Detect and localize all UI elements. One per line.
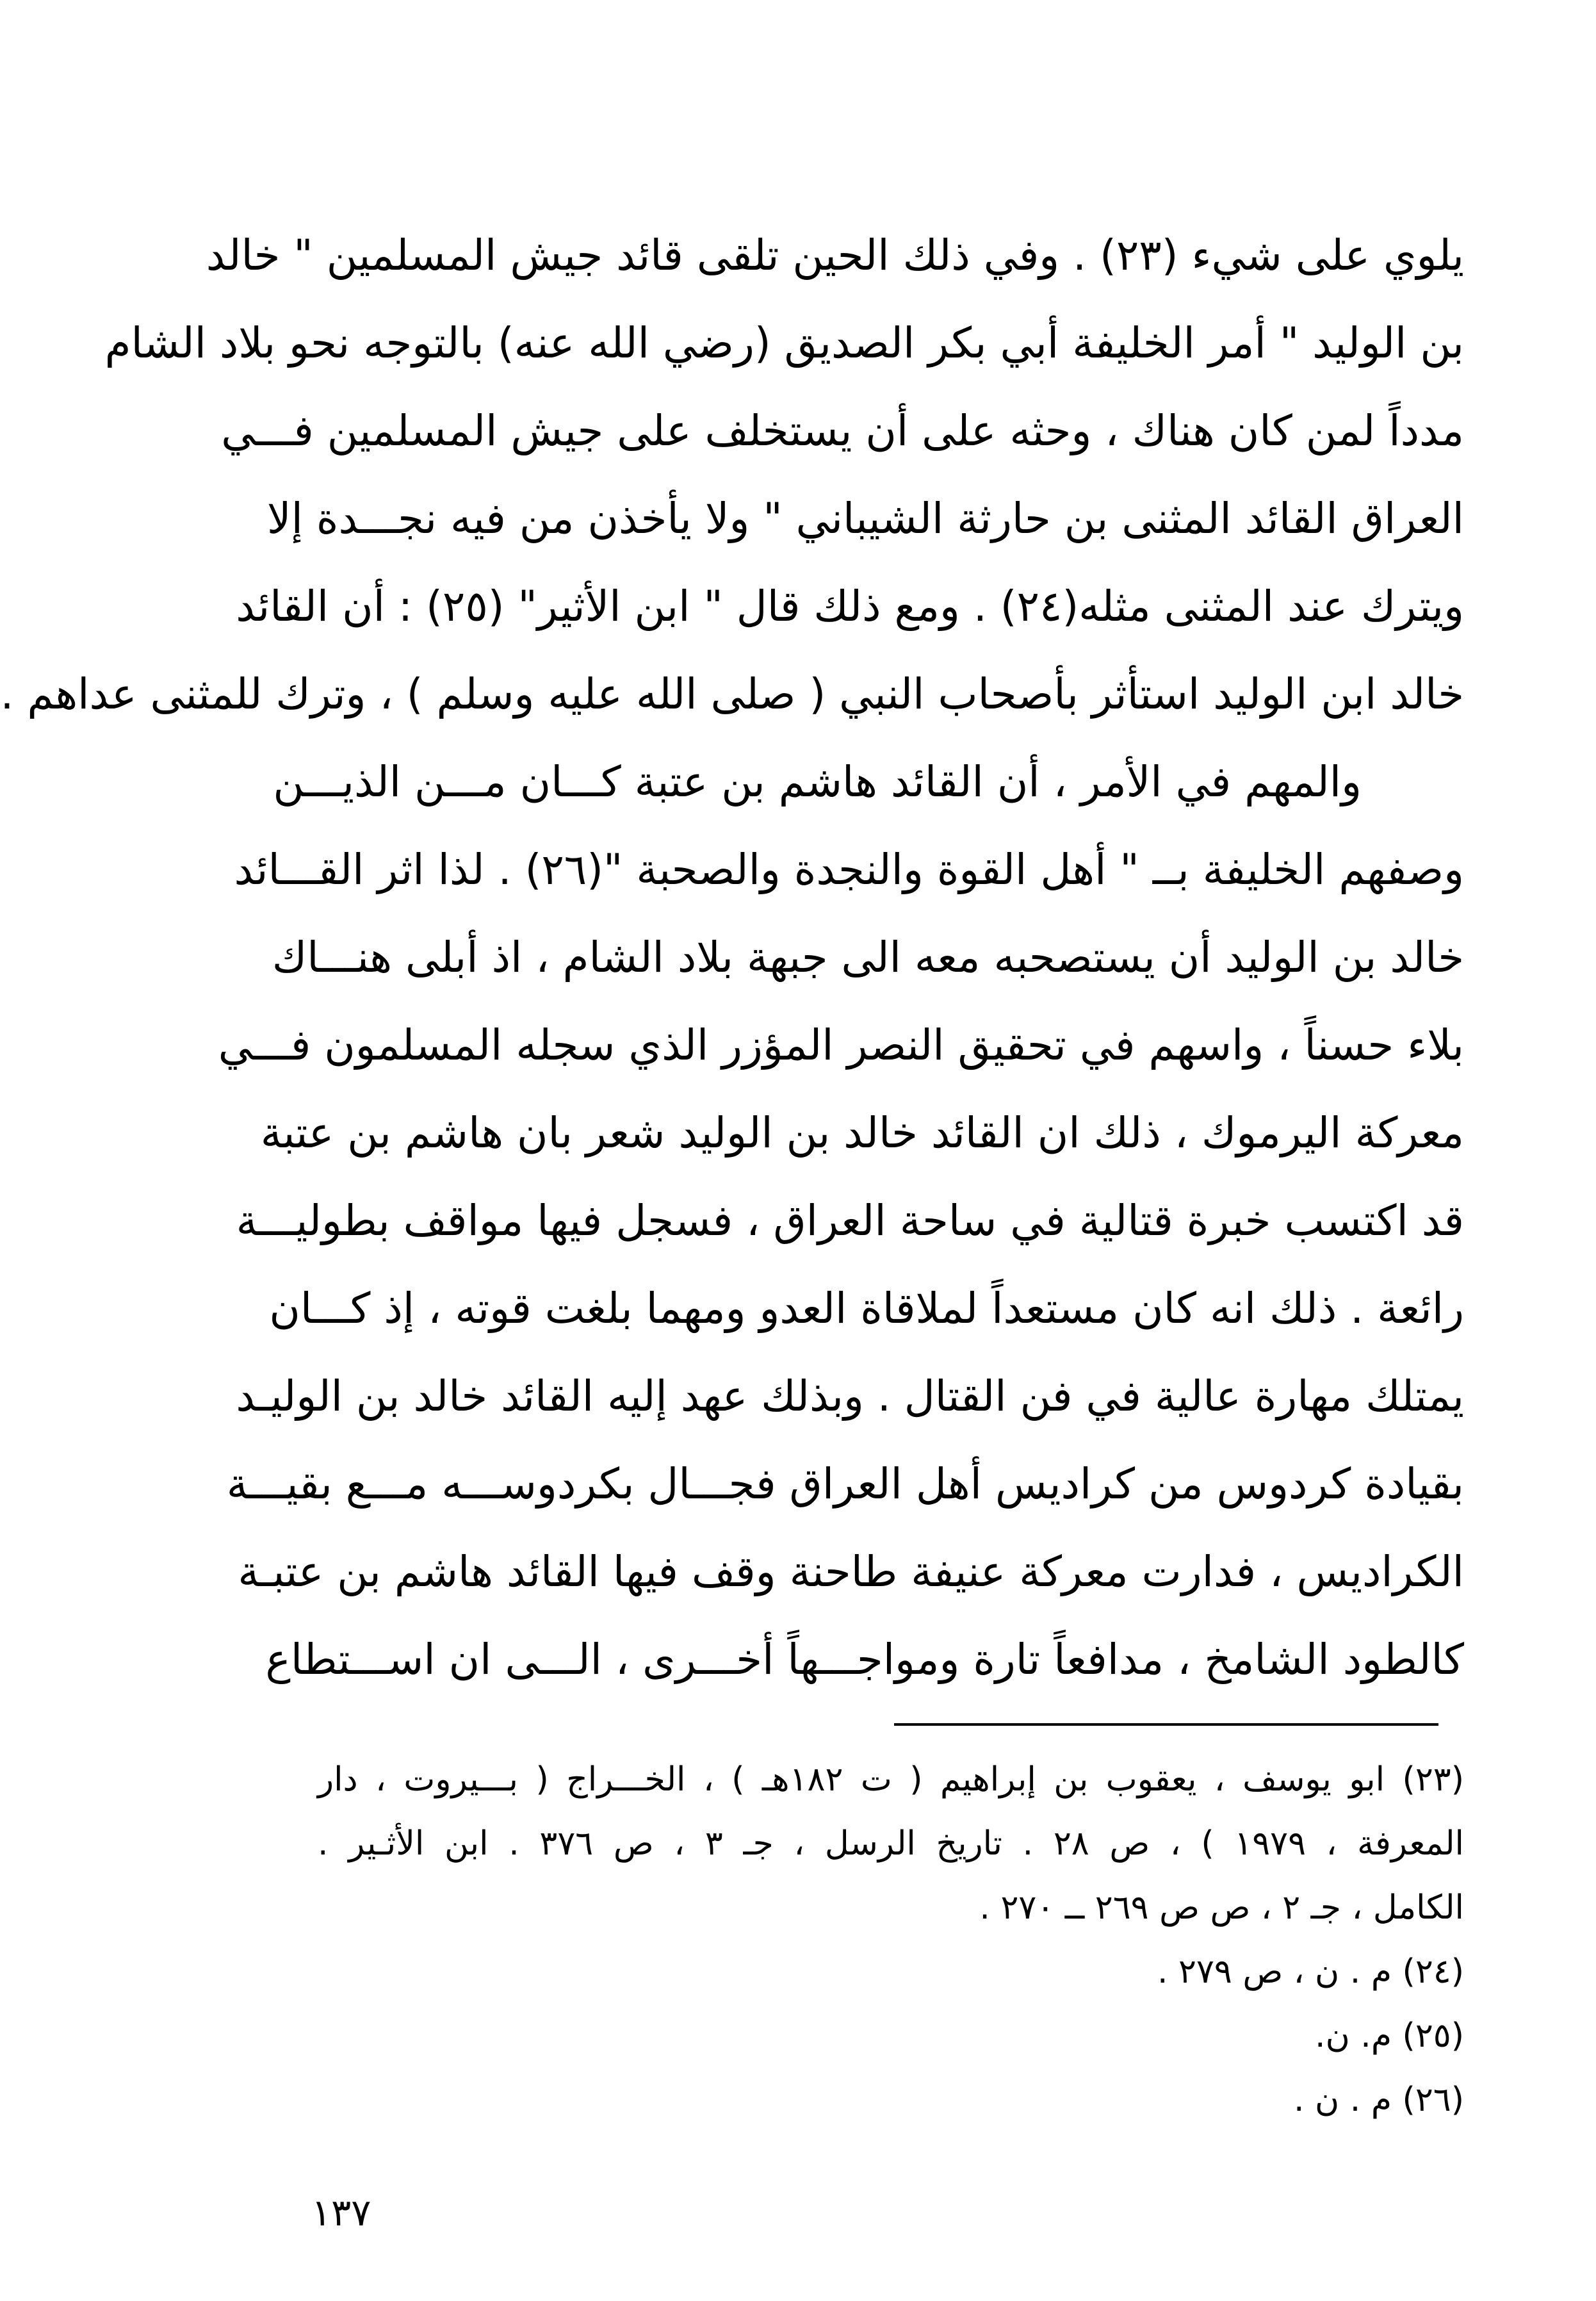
- footnote-separator: [894, 1723, 1438, 1726]
- main-text: [0, 211, 1464, 1703]
- footnote-line: (٢٦) م . ن .: [1293, 2081, 1464, 2119]
- text-line: ويترك عند المثنى مثله(٢٤) . ومع ذلك قال " ابن الأثير" (٢٥) : أن القائد: [236, 582, 1464, 631]
- text-line: العراق القائد المثنى بن حارثة الشيباني " ولا يأخذن من فيه نجـــدة إلا: [266, 494, 1464, 543]
- footnote-line: (٢٤) م . ن ، ص ٢٧٩ .: [1157, 1953, 1464, 1991]
- text-line: معركة اليرموك ، ذلك ان القائد خالد بن الوليد شعر بان هاشم بن عتبة: [260, 1108, 1464, 1158]
- text-line: بن الوليد " أمر الخليفة أبي بكر الصديق (رضي الله عنه) بالتوجه نحو بلاد الشام: [104, 318, 1464, 368]
- text-line: كالطود الشامخ ، مدافعاً تارة ومواجـــهاً أخـــرى ، الـــى ان اســـتطاع: [265, 1635, 1464, 1684]
- footnotes: [318, 1748, 1464, 2132]
- footnote-line: المعرفة ، ١٩٧٩ ) ، ص ٢٨ . تاريخ الرسل ، جـ ٣ ، ص ٣٧٦ . ابن الأثـير .: [318, 1824, 1464, 1863]
- text-line: خالد بن الوليد أن يستصحبه معه الى جبهة بلاد الشام ، اذ أبلى هنـــاك: [272, 933, 1464, 982]
- text-line: والمهم في الأمر ، أن القائد هاشم بن عتبة كـــان مـــن الذيـــن: [273, 757, 1362, 807]
- footnote-line: (٢٣) ابو يوسف ، يعقوب بن إبراهيم ( ت ١٨٢هـ ) ، الخـــراج ( بـــيروت ، دار: [318, 1760, 1464, 1799]
- footnote-line: (٢٥) م. ن.: [1315, 2017, 1464, 2055]
- page-number: ١٣٧: [311, 2191, 371, 2234]
- text-line: رائعة . ذلك انه كان مستعداً لملاقاة العدو ومهما بلغت قوته ، إذ كـــان: [269, 1284, 1464, 1333]
- text-line: يمتلك مهارة عالية في فن القتال . وبذلك عهد إليه القائد خالد بن الوليـد: [236, 1372, 1464, 1421]
- text-line: مدداً لمن كان هناك ، وحثه على أن يستخلف على جيش المسلمين فـــي: [221, 406, 1464, 455]
- text-line: وصفهم الخليفة بــ " أهل القوة والنجدة والصحبة "(٢٦) . لذا اثر القـــائد: [234, 845, 1464, 894]
- text-line: خالد ابن الوليد استأثر بأصحاب النبي ( صلى الله عليه وسلم ) ، وترك للمثنى عداهم .: [0, 669, 1464, 719]
- text-line: يلوي على شيء (٢٣) . وفي ذلك الحين تلقى قائد جيش المسلمين " خالد: [206, 231, 1464, 280]
- text-line: بلاء حسناً ، واسهم في تحقيق النصر المؤزر الذي سجله المسلمون فـــي: [218, 1020, 1464, 1070]
- text-line: قد اكتسب خبرة قتالية في ساحة العراق ، فسجل فيها مواقف بطوليـــة: [236, 1196, 1464, 1245]
- text-line: الكراديس ، فدارت معركة عنيفة طاحنة وقف فيها القائد هاشم بن عتبـة: [238, 1547, 1464, 1596]
- footnote-line: الكامل ، جـ ٢ ، ص ص ٢٦٩ ــ ٢٧٠ .: [979, 1888, 1464, 1927]
- text-line: بقيادة كردوس من كراديس أهل العراق فجـــال بكردوســـه مـــع بقيـــة: [226, 1459, 1464, 1509]
